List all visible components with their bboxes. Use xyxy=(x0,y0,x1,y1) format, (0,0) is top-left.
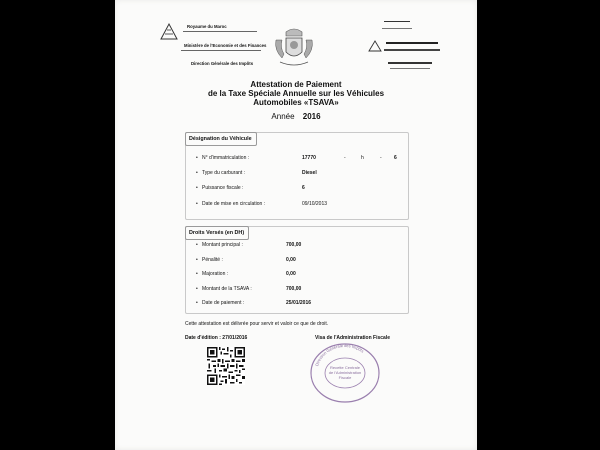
row-label: Montant principal : xyxy=(202,242,243,248)
official-stamp xyxy=(307,342,383,404)
title-line-3: Automobiles «TSAVA» xyxy=(253,98,339,107)
bullet-icon: • xyxy=(196,155,198,161)
visa-label: Visa de l'Administration Fiscale xyxy=(315,335,391,341)
bullet-icon: • xyxy=(196,286,198,292)
row-value: 25/01/2016 xyxy=(286,300,312,306)
coat-of-arms-icon xyxy=(272,26,316,68)
row-label: N° d'immatriculation : xyxy=(202,155,250,161)
row-label: Puissance fiscale : xyxy=(202,185,244,191)
row-label: Pénalité : xyxy=(202,257,223,263)
direction-label: Direction Générale des Impôts xyxy=(191,61,254,66)
row-label: Majoration : xyxy=(202,271,229,277)
header-left xyxy=(153,14,267,70)
row-value: 0,00 xyxy=(286,271,296,277)
row-label: Date de paiement : xyxy=(202,300,245,306)
plate-number: 17770 xyxy=(302,155,316,161)
year-line xyxy=(115,112,477,121)
bullet-icon: • xyxy=(196,271,198,277)
row-value: Diesel xyxy=(302,170,317,176)
ministry-label: Ministère de l'Economie et des Finances xyxy=(184,43,267,48)
plate-region: 6 xyxy=(394,155,397,161)
stamp-inner-text-3: Fiscale xyxy=(338,375,352,380)
document-page xyxy=(115,0,477,450)
title-line-1: Attestation de Paiement xyxy=(250,80,342,89)
stamp-inner-text-2: de l'Administration xyxy=(328,370,362,375)
plate-letter: h xyxy=(361,155,364,161)
row-label: Date de mise en circulation : xyxy=(202,201,266,207)
row-value: 0,00 xyxy=(286,257,296,263)
row-value: 09/10/2013 xyxy=(302,201,328,207)
stamp-outer-text: Direction Générale des Impôts xyxy=(314,342,365,367)
row-label: Type du carburant : xyxy=(202,170,246,176)
plate-separator-2: - xyxy=(380,155,382,161)
bullet-icon: • xyxy=(196,242,198,248)
year-value: 2016 xyxy=(302,112,321,121)
ministry-logo-icon xyxy=(159,22,179,40)
header-right xyxy=(368,20,448,76)
kingdom-label: Royaume du Maroc xyxy=(187,24,227,29)
bullet-icon: • xyxy=(196,201,198,207)
ministry-logo-right-icon xyxy=(368,40,382,52)
vehicle-section-title: Désignation du Véhicule xyxy=(185,132,257,146)
row-label: Montant de la TSAVA : xyxy=(202,286,252,292)
notice-text: Cette attestation est délivrée pour servir et valoir ce que de droit. xyxy=(185,321,329,327)
year-label: Année xyxy=(271,112,295,121)
title-line-2: de la Taxe Spéciale Annuelle sur les Véhicules xyxy=(207,89,385,98)
stamp-inner-text-1: Recette Centrale xyxy=(329,365,361,370)
row-value: 700,00 xyxy=(286,286,302,292)
qr-code-icon xyxy=(207,347,245,385)
bullet-icon: • xyxy=(196,257,198,263)
row-value: 6 xyxy=(302,185,305,191)
bullet-icon: • xyxy=(196,300,198,306)
edition-date: Date d'édition : 27/01/2016 xyxy=(185,335,248,341)
row-value: 700,00 xyxy=(286,242,302,248)
plate-separator-1: - xyxy=(344,155,346,161)
rights-section-title: Droits Versés (en DH) xyxy=(185,226,249,240)
bullet-icon: • xyxy=(196,170,198,176)
bullet-icon: • xyxy=(196,185,198,191)
rights-section xyxy=(185,226,409,314)
vehicle-section xyxy=(185,132,409,220)
